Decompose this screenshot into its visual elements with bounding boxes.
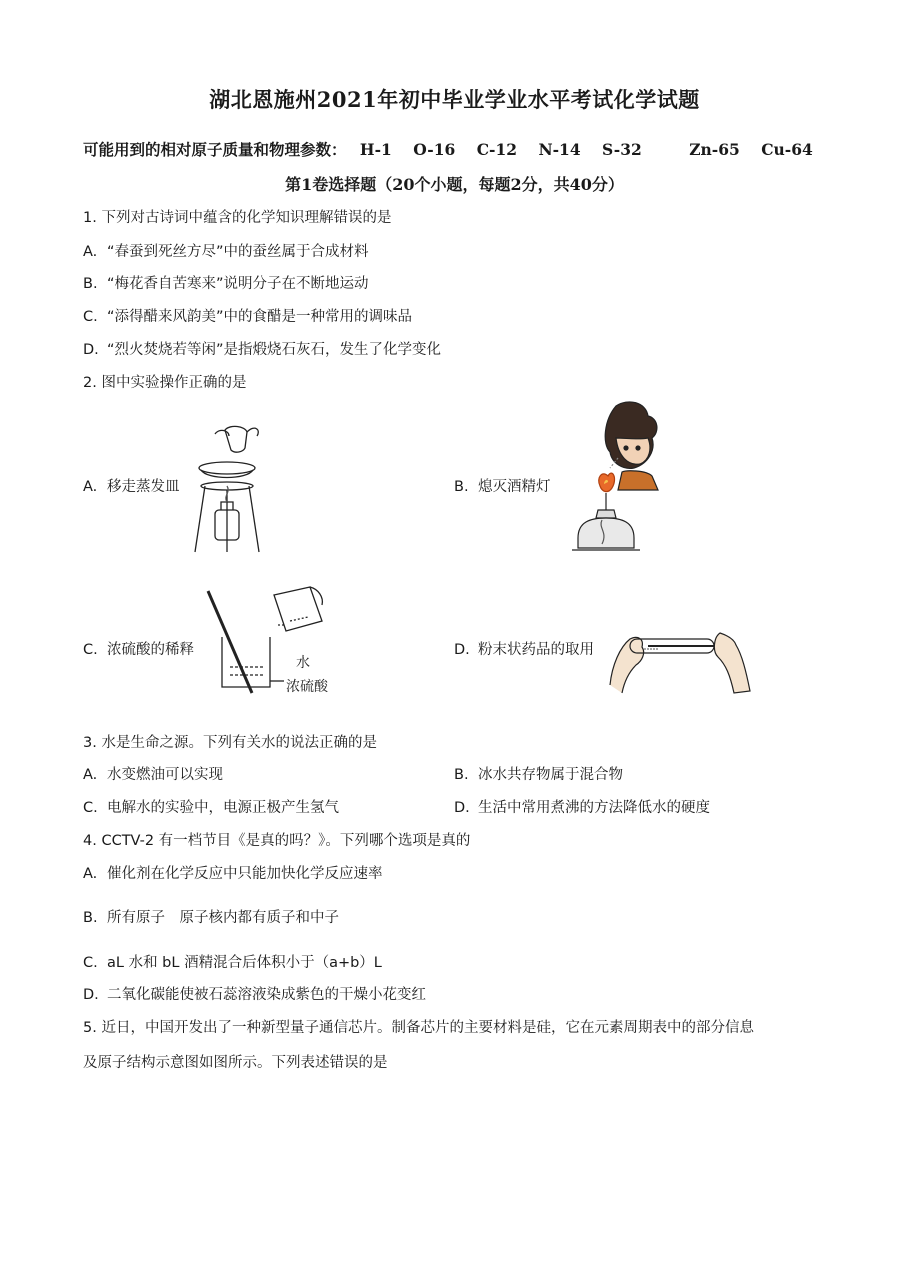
option-letter: A. — [83, 244, 98, 260]
option — [83, 475, 180, 496]
right-hand — [714, 633, 750, 693]
option-text: aL 水和 bL 酒精混合后体积小于（a+b）L — [107, 955, 382, 971]
option-text: 冰水共存物属于混合物 — [478, 767, 623, 783]
option — [83, 951, 382, 972]
evaporating-dish — [199, 462, 255, 474]
option-text: 催化剂在化学反应中只能加快化学反应速率 — [107, 866, 383, 882]
option — [454, 475, 551, 496]
question-stem-continued: 及原子结构示意图如图所示。下列表述错误的是 — [83, 1055, 388, 1071]
param-value: O-16 — [413, 140, 456, 159]
option — [83, 338, 441, 359]
param-value: H-1 — [359, 140, 392, 159]
params-label: 可能用到的相对原子质量和物理参数： — [83, 140, 347, 159]
option-letter: C. — [83, 309, 98, 325]
option — [83, 305, 412, 326]
option — [454, 638, 594, 659]
page-title: 湖北恩施州2021年初中毕业学业水平考试化学试题 — [209, 87, 700, 112]
option-text: 移走蒸发皿 — [107, 479, 180, 495]
water-label: 水 — [296, 655, 310, 671]
option-text: 二氧化碳能使被石蕊溶液染成紫色的干燥小花变红 — [107, 987, 426, 1003]
option-text: “添得醋来风韵美”中的食醋是一种常用的调味品 — [107, 309, 413, 325]
option — [83, 983, 426, 1004]
alcohol-lamp — [578, 518, 634, 548]
param-value: C-12 — [476, 140, 518, 159]
option-text: “春蚕到死丝方尽”中的蚕丝属于合成材料 — [107, 244, 369, 260]
section-heading: 第1卷选择题（20个小题，每题2分，共40分） — [285, 175, 624, 194]
option-letter: D. — [83, 342, 99, 358]
option-text: 浓硫酸的稀释 — [107, 642, 194, 658]
option-letter: A. — [83, 767, 98, 783]
acid-label: 浓硫酸 — [286, 679, 328, 695]
option-text: 生活中常用煮沸的方法降低水的硬度 — [478, 800, 710, 816]
option-letter: C. — [83, 800, 98, 816]
option-text: 所有原子 原子核内都有质子和中子 — [107, 910, 339, 926]
option-letter: A. — [83, 866, 98, 882]
question-stem: 2. 图中实验操作正确的是 — [83, 375, 247, 391]
param-value: Zn-65 — [689, 140, 740, 159]
option-letter: B. — [454, 767, 469, 783]
option-text: “烈火焚烧若等闲”是指煅烧石灰石，发生了化学变化 — [107, 342, 442, 358]
option-letter: D. — [454, 800, 470, 816]
option — [83, 638, 194, 659]
option-letter: D. — [454, 642, 470, 658]
option — [83, 272, 369, 293]
question-stem: 5. 近日，中国开发出了一种新型量子通信芯片。制备芯片的主要材料是硅，它在元素周期表中的部分信息 — [83, 1020, 754, 1036]
param-value: N-14 — [538, 140, 581, 159]
left-hand — [610, 637, 644, 693]
option — [83, 862, 383, 883]
option — [83, 906, 339, 927]
param-value: S-32 — [602, 140, 642, 159]
option-letter: B. — [454, 479, 469, 495]
powder-reagent-figure — [608, 625, 753, 697]
atomic-mass-params — [83, 138, 827, 160]
blow-out-lamp-figure — [568, 398, 678, 558]
param-value: Cu-64 — [761, 140, 813, 159]
option-letter: B. — [83, 276, 98, 292]
option — [83, 240, 369, 261]
option-text: 熄灭酒精灯 — [478, 479, 551, 495]
option-text: 电解水的实验中，电源正极产生氢气 — [107, 800, 339, 816]
question-stem: 1. 下列对古诗词中蕴含的化学知识理解错误的是 — [83, 210, 392, 226]
option-letter: D. — [83, 987, 99, 1003]
hand-shape — [225, 426, 247, 452]
acid-dilution-figure — [200, 585, 350, 700]
option-text: “梅花香自苦寒来”说明分子在不断地运动 — [107, 276, 369, 292]
option-letter: B. — [83, 910, 98, 926]
option — [454, 796, 710, 817]
option-text: 水变燃油可以实现 — [107, 767, 223, 783]
option — [454, 763, 623, 784]
evaporating-dish-figure — [185, 420, 275, 556]
glass-rod — [208, 591, 252, 693]
girl-shirt — [618, 471, 658, 490]
question-stem: 4. CCTV-2 有一档节目《是真的吗？》。下列哪个选项是真的 — [83, 833, 471, 849]
option-letter: C. — [83, 955, 98, 971]
option-text: 粉末状药品的取用 — [478, 642, 594, 658]
question-stem: 3. 水是生命之源。下列有关水的说法正确的是 — [83, 735, 377, 751]
pouring-beaker — [274, 587, 322, 631]
option-letter: C. — [83, 642, 98, 658]
option — [83, 763, 223, 784]
option — [83, 796, 339, 817]
option-letter: A. — [83, 479, 98, 495]
